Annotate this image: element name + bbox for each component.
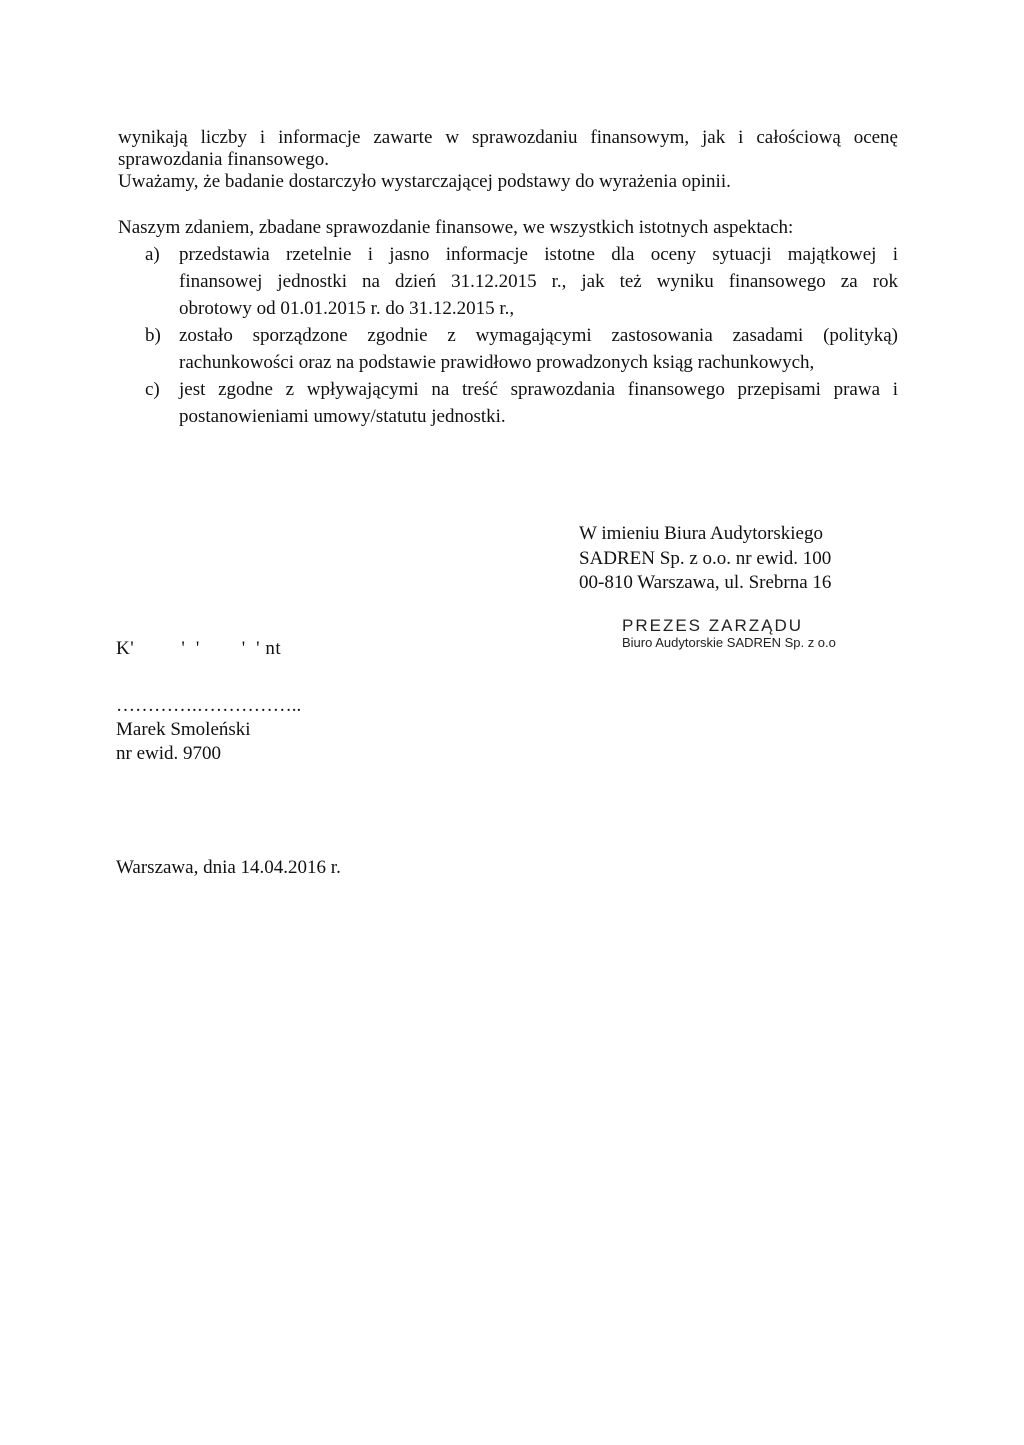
opinion-lead: Naszym zdaniem, zbadane sprawozdanie finansowe, we wszystkich istotnych aspektach: bbox=[118, 217, 794, 238]
item-line: przedstawia rzetelnie i jasno informacje istotne dla oceny sytuacji majątkowej i bbox=[179, 244, 898, 265]
auditor-signature-block bbox=[116, 694, 376, 766]
item-line: zostało sporządzone zgodnie z wymagającymi zastosowania zasadami (polityką) bbox=[179, 325, 898, 346]
stamp-title: PREZES ZARZĄDU bbox=[622, 616, 804, 635]
item-label: a) bbox=[145, 244, 160, 265]
item-line: obrotowy od 01.01.2015 r. do 31.12.2015 r., bbox=[179, 298, 515, 319]
firm-line: SADREN Sp. z o.o. nr ewid. 100 bbox=[579, 547, 832, 569]
firm-line: 00-810 Warszawa, ul. Srebrna 16 bbox=[579, 572, 832, 593]
intro-line: Uważamy, że badanie dostarczyło wystarczającej podstawy do wyrażenia opinii. bbox=[118, 171, 731, 192]
auditor-role-text: K' ' ' ' ' nt bbox=[116, 638, 282, 659]
opinion-section bbox=[118, 217, 898, 428]
item-line: rachunkowości oraz na podstawie prawidłowo prowadzonych ksiąg rachunkowych, bbox=[179, 352, 815, 373]
intro-paragraph bbox=[118, 127, 898, 193]
firm-line: W imieniu Biura Audytorskiego bbox=[579, 523, 823, 544]
item-label: c) bbox=[145, 379, 160, 400]
opinion-item-b bbox=[118, 325, 898, 374]
signature-dots: ………….…………….. bbox=[116, 695, 302, 716]
intro-line: sprawozdania finansowego. bbox=[118, 149, 330, 170]
opinion-item-c bbox=[118, 379, 898, 428]
item-line: postanowieniami umowy/statutu jednostki. bbox=[179, 406, 506, 427]
item-label: b) bbox=[145, 325, 161, 346]
item-line: finansowej jednostki na dzień 31.12.2015 r., jak też wyniku finansowego za rok bbox=[179, 271, 898, 292]
auditor-name: Marek Smoleński bbox=[116, 719, 251, 740]
place-and-date: Warszawa, dnia 14.04.2016 r. bbox=[116, 857, 341, 878]
opinion-item-a bbox=[118, 244, 898, 320]
item-line: jest zgodne z wpływającymi na treść sprawozdania finansowego przepisami prawa i bbox=[179, 379, 898, 400]
stamp-subtitle: Biuro Audytorskie SADREN Sp. z o.o bbox=[622, 635, 836, 650]
company-stamp bbox=[622, 617, 882, 650]
firm-signature-block bbox=[579, 522, 899, 596]
auditor-number: nr ewid. 9700 bbox=[116, 743, 222, 764]
intro-line: wynikają liczby i informacje zawarte w sprawozdaniu finansowym, jak i całościową ocenę bbox=[118, 127, 898, 148]
